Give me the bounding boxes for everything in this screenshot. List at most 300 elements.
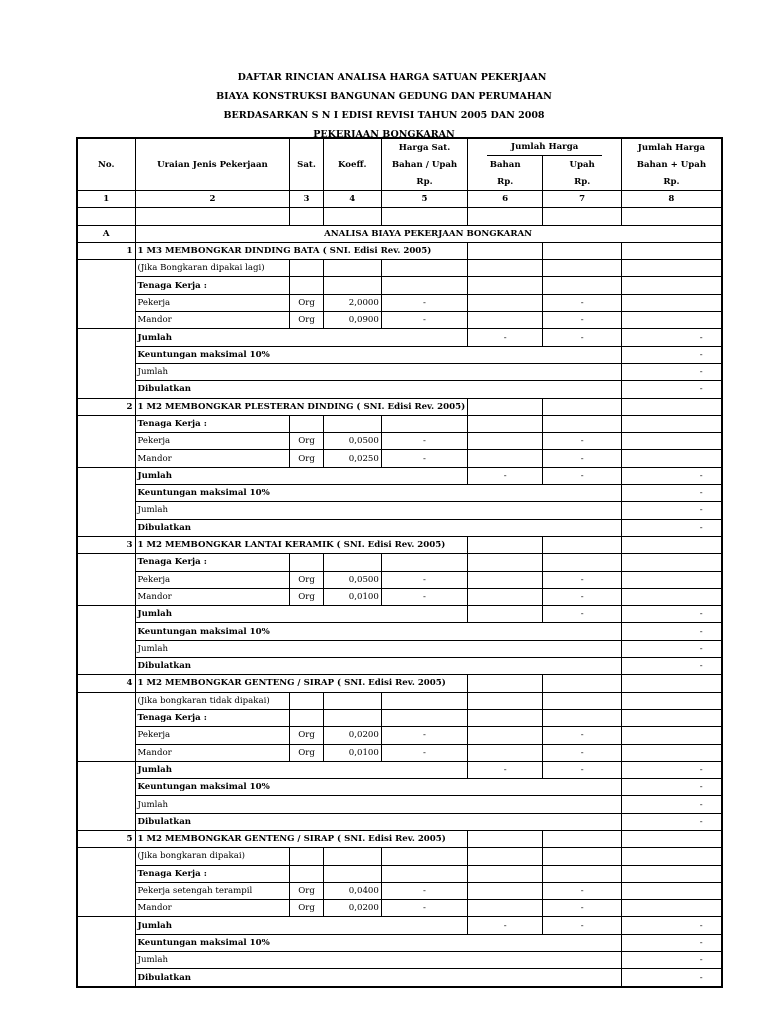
empty-cell: [468, 536, 543, 553]
jumlah-total: -: [622, 606, 722, 623]
empty-cell: [77, 467, 135, 484]
empty-cell: [543, 709, 622, 726]
jumlah-after-profit-row: [77, 640, 722, 657]
worker-name: Mandor: [135, 744, 290, 761]
worker-coefficient: 0,0100: [323, 744, 381, 761]
col-no: No.: [77, 138, 135, 191]
empty-cell: [323, 260, 381, 277]
jumlah-upah: -: [543, 467, 622, 484]
col-upah-rp: Rp.: [543, 173, 622, 191]
column-number: 5: [381, 191, 467, 208]
empty-cell: [77, 969, 135, 987]
worker-total: [622, 727, 722, 744]
empty-cell: [77, 277, 135, 294]
dibulatkan-row: [77, 969, 722, 987]
keuntungan-label: Keuntungan maksimal 10%: [135, 779, 622, 796]
header-row: [77, 138, 722, 156]
worker-unit: Org: [290, 294, 323, 311]
item-note-row: [77, 260, 722, 277]
empty-cell: [323, 554, 381, 571]
worker-price: -: [381, 882, 467, 899]
worker-coefficient: 2,0000: [323, 294, 381, 311]
col-harga-sat-rp: Rp.: [381, 173, 467, 191]
empty-cell: [77, 658, 135, 675]
item-title: 1 M2 MEMBONGKAR LANTAI KERAMIK ( SNI. Edisi Rev. 2005): [135, 536, 468, 553]
empty-cell: [468, 675, 543, 692]
empty-cell: [77, 934, 135, 951]
worker-price: -: [381, 900, 467, 917]
empty-cell: [77, 692, 135, 709]
empty-cell: [468, 865, 543, 882]
worker-unit: Org: [290, 744, 323, 761]
worker-name: Mandor: [135, 588, 290, 605]
worker-unit: Org: [290, 312, 323, 329]
worker-price: -: [381, 744, 467, 761]
col-jumlah-harga-label: Jumlah Harga: [487, 139, 602, 156]
empty-cell: [543, 830, 622, 847]
item-title-row: [77, 242, 722, 259]
empty-cell: [77, 640, 135, 657]
worker-unit: Org: [290, 882, 323, 899]
col-total-rp: Rp.: [622, 173, 722, 191]
empty-cell: [77, 882, 135, 899]
empty-cell: [77, 346, 135, 363]
empty-cell: [77, 952, 135, 969]
worker-total: [622, 294, 722, 311]
worker-upah: -: [543, 571, 622, 588]
keuntungan-total: -: [622, 346, 722, 363]
jumlah-label: Jumlah: [135, 606, 468, 623]
worker-upah: -: [543, 882, 622, 899]
empty-cell: [468, 709, 543, 726]
empty-cell: [77, 761, 135, 778]
jumlah-label: Jumlah: [135, 952, 622, 969]
tenaga-kerja-row: [77, 709, 722, 726]
dibulatkan-row: [77, 658, 722, 675]
worker-name: Pekerja: [135, 294, 290, 311]
jumlah-after-profit-row: [77, 363, 722, 380]
empty-cell: [543, 865, 622, 882]
empty-cell: [290, 848, 323, 865]
jumlah-total: -: [622, 329, 722, 346]
worker-bahan: [468, 294, 543, 311]
col-bahan: Bahan: [468, 156, 543, 173]
item-number: 2: [77, 398, 135, 415]
title-line-1: DAFTAR RINCIAN ANALISA HARGA SATUAN PEKERJAAN: [237, 72, 547, 83]
worker-row: [77, 900, 722, 917]
worker-bahan: [468, 450, 543, 467]
column-number: 8: [622, 191, 722, 208]
empty-cell: [77, 519, 135, 536]
worker-coefficient: 0,0250: [323, 450, 381, 467]
col-total-line2: Bahan + Upah: [622, 156, 722, 173]
empty-cell: [77, 813, 135, 830]
item-title-row: [77, 398, 722, 415]
empty-cell: [381, 415, 467, 432]
dibulatkan-label: Dibulatkan: [135, 519, 622, 536]
worker-row: [77, 294, 722, 311]
worker-bahan: [468, 744, 543, 761]
dibulatkan-total: -: [622, 519, 722, 536]
worker-upah: -: [543, 588, 622, 605]
item-title: 1 M2 MEMBONGKAR PLESTERAN DINDING ( SNI. Edisi Rev. 2005): [135, 398, 468, 415]
empty-cell: [543, 277, 622, 294]
worker-name: Pekerja: [135, 571, 290, 588]
empty-cell: [290, 260, 323, 277]
jumlah-after-profit-row: [77, 796, 722, 813]
jumlah-label: Jumlah: [135, 917, 468, 934]
empty-cell: [381, 709, 467, 726]
empty-cell: [622, 865, 722, 882]
worker-bahan: [468, 588, 543, 605]
jumlah-row: [77, 917, 722, 934]
jumlah-bahan: -: [468, 761, 543, 778]
worker-row: [77, 882, 722, 899]
worker-row: [77, 727, 722, 744]
empty-cell: [323, 692, 381, 709]
item-title-row: [77, 536, 722, 553]
empty-cell: [622, 830, 722, 847]
empty-cell: [77, 208, 135, 225]
empty-cell: [468, 242, 543, 259]
empty-cell: [543, 260, 622, 277]
worker-price: -: [381, 294, 467, 311]
empty-cell: [77, 900, 135, 917]
worker-upah: -: [543, 744, 622, 761]
keuntungan-label: Keuntungan maksimal 10%: [135, 485, 622, 502]
worker-bahan: [468, 727, 543, 744]
keuntungan-row: [77, 779, 722, 796]
item-note: (Jika bongkaran tidak dipakai): [135, 692, 290, 709]
item-note-row: [77, 692, 722, 709]
worker-price: -: [381, 433, 467, 450]
dibulatkan-row: [77, 519, 722, 536]
col-harga-sat-line1: Harga Sat.: [381, 138, 467, 156]
empty-cell: [468, 554, 543, 571]
worker-coefficient: 0,0100: [323, 588, 381, 605]
empty-cell: [543, 242, 622, 259]
empty-cell: [543, 536, 622, 553]
item-title: 1 M2 MEMBONGKAR GENTENG / SIRAP ( SNI. Edisi Rev. 2005): [135, 675, 468, 692]
jumlah-label: Jumlah: [135, 761, 468, 778]
empty-cell: [77, 260, 135, 277]
tenaga-kerja-row: [77, 277, 722, 294]
empty-cell: [622, 277, 722, 294]
empty-cell: [77, 329, 135, 346]
empty-cell: [468, 398, 543, 415]
worker-unit: Org: [290, 900, 323, 917]
worker-unit: Org: [290, 727, 323, 744]
empty-cell: [468, 692, 543, 709]
jumlah-upah: -: [543, 329, 622, 346]
column-number: 6: [468, 191, 543, 208]
item-note: (Jika bongkaran dipakai): [135, 848, 290, 865]
tenaga-kerja-row: [77, 415, 722, 432]
empty-cell: [77, 294, 135, 311]
item-note: (Jika Bongkaran dipakai lagi): [135, 260, 290, 277]
empty-cell: [323, 415, 381, 432]
empty-cell: [77, 450, 135, 467]
worker-name: Mandor: [135, 312, 290, 329]
empty-cell: [77, 312, 135, 329]
tenaga-kerja-label: Tenaga Kerja :: [135, 554, 290, 571]
empty-cell: [468, 848, 543, 865]
worker-upah: -: [543, 433, 622, 450]
dibulatkan-label: Dibulatkan: [135, 658, 622, 675]
keuntungan-row: [77, 346, 722, 363]
jumlah-total: -: [622, 363, 722, 380]
empty-cell: [323, 208, 381, 225]
empty-cell: [77, 554, 135, 571]
empty-cell: [543, 208, 622, 225]
jumlah-total: -: [622, 761, 722, 778]
jumlah-row: [77, 329, 722, 346]
col-koeff: Koeff.: [323, 138, 381, 191]
empty-cell: [135, 208, 290, 225]
jumlah-row: [77, 467, 722, 484]
worker-row: [77, 433, 722, 450]
empty-cell: [77, 727, 135, 744]
worker-upah: -: [543, 450, 622, 467]
empty-cell: [622, 848, 722, 865]
jumlah-bahan: [468, 606, 543, 623]
keuntungan-label: Keuntungan maksimal 10%: [135, 623, 622, 640]
dibulatkan-total: -: [622, 813, 722, 830]
dibulatkan-total: -: [622, 969, 722, 987]
jumlah-after-profit-row: [77, 952, 722, 969]
empty-cell: [543, 848, 622, 865]
analysis-table: [76, 137, 723, 988]
empty-cell: [77, 502, 135, 519]
empty-cell: [77, 433, 135, 450]
empty-cell: [543, 415, 622, 432]
jumlah-total: -: [622, 796, 722, 813]
jumlah-bahan: -: [468, 329, 543, 346]
worker-upah: -: [543, 900, 622, 917]
empty-cell: [622, 554, 722, 571]
keuntungan-row: [77, 485, 722, 502]
col-jumlah-harga: [468, 138, 622, 156]
empty-cell: [468, 260, 543, 277]
jumlah-total: -: [622, 917, 722, 934]
jumlah-upah: -: [543, 761, 622, 778]
keuntungan-label: Keuntungan maksimal 10%: [135, 346, 622, 363]
jumlah-total: -: [622, 467, 722, 484]
keuntungan-label: Keuntungan maksimal 10%: [135, 934, 622, 951]
empty-cell: [323, 277, 381, 294]
empty-cell: [290, 415, 323, 432]
column-number: 2: [135, 191, 290, 208]
column-number: 4: [323, 191, 381, 208]
empty-cell: [77, 848, 135, 865]
jumlah-after-profit-row: [77, 502, 722, 519]
empty-cell: [77, 606, 135, 623]
empty-cell: [622, 242, 722, 259]
worker-total: [622, 882, 722, 899]
empty-cell: [381, 554, 467, 571]
empty-cell: [543, 398, 622, 415]
worker-unit: Org: [290, 588, 323, 605]
worker-total: [622, 744, 722, 761]
worker-price: -: [381, 312, 467, 329]
empty-cell: [622, 415, 722, 432]
worker-upah: -: [543, 727, 622, 744]
worker-bahan: [468, 882, 543, 899]
item-number: 1: [77, 242, 135, 259]
empty-cell: [77, 917, 135, 934]
item-title-row: [77, 830, 722, 847]
jumlah-upah: -: [543, 606, 622, 623]
worker-upah: -: [543, 312, 622, 329]
empty-cell: [468, 415, 543, 432]
empty-cell: [290, 277, 323, 294]
worker-price: -: [381, 727, 467, 744]
jumlah-bahan: -: [468, 917, 543, 934]
worker-row: [77, 571, 722, 588]
worker-bahan: [468, 433, 543, 450]
empty-cell: [77, 744, 135, 761]
worker-coefficient: 0,0200: [323, 727, 381, 744]
worker-upah: -: [543, 294, 622, 311]
col-sat: Sat.: [290, 138, 323, 191]
jumlah-label: Jumlah: [135, 502, 622, 519]
worker-coefficient: 0,0900: [323, 312, 381, 329]
empty-cell: [468, 277, 543, 294]
keuntungan-total: -: [622, 934, 722, 951]
worker-name: Pekerja: [135, 433, 290, 450]
tenaga-kerja-label: Tenaga Kerja :: [135, 277, 290, 294]
empty-cell: [77, 363, 135, 380]
worker-coefficient: 0,0200: [323, 900, 381, 917]
dibulatkan-label: Dibulatkan: [135, 813, 622, 830]
worker-price: -: [381, 588, 467, 605]
worker-coefficient: 0,0500: [323, 571, 381, 588]
empty-cell: [381, 260, 467, 277]
worker-total: [622, 312, 722, 329]
keuntungan-row: [77, 623, 722, 640]
worker-total: [622, 588, 722, 605]
worker-total: [622, 433, 722, 450]
item-number: 5: [77, 830, 135, 847]
worker-name: Pekerja setengah terampil: [135, 882, 290, 899]
worker-coefficient: 0,0500: [323, 433, 381, 450]
worker-bahan: [468, 571, 543, 588]
empty-cell: [381, 692, 467, 709]
title-line-4: PEKERJAAN BONGKARAN: [313, 129, 455, 140]
jumlah-label: Jumlah: [135, 363, 622, 380]
column-number-row: [77, 191, 722, 208]
empty-cell: [381, 277, 467, 294]
dibulatkan-row: [77, 381, 722, 398]
worker-unit: Org: [290, 450, 323, 467]
empty-cell: [77, 865, 135, 882]
worker-row: [77, 744, 722, 761]
tenaga-kerja-label: Tenaga Kerja :: [135, 415, 290, 432]
dibulatkan-total: -: [622, 381, 722, 398]
document-header: [0, 68, 768, 144]
tenaga-kerja-row: [77, 554, 722, 571]
worker-unit: Org: [290, 433, 323, 450]
worker-price: -: [381, 450, 467, 467]
tenaga-kerja-row: [77, 865, 722, 882]
worker-row: [77, 450, 722, 467]
jumlah-upah: -: [543, 917, 622, 934]
dibulatkan-label: Dibulatkan: [135, 381, 622, 398]
worker-total: [622, 571, 722, 588]
empty-cell: [381, 865, 467, 882]
item-number: 4: [77, 675, 135, 692]
col-total-line1: Jumlah Harga: [622, 138, 722, 156]
empty-cell: [77, 381, 135, 398]
empty-cell: [290, 709, 323, 726]
item-title-row: [77, 675, 722, 692]
empty-cell: [77, 571, 135, 588]
empty-cell: [622, 675, 722, 692]
dibulatkan-total: -: [622, 658, 722, 675]
empty-cell: [468, 208, 543, 225]
item-number: 3: [77, 536, 135, 553]
worker-unit: Org: [290, 571, 323, 588]
jumlah-label: Jumlah: [135, 329, 468, 346]
item-title: 1 M3 MEMBONGKAR DINDING BATA ( SNI. Edisi Rev. 2005): [135, 242, 468, 259]
jumlah-total: -: [622, 952, 722, 969]
col-bahan-rp: Rp.: [468, 173, 543, 191]
spacer-row: [77, 208, 722, 225]
jumlah-bahan: -: [468, 467, 543, 484]
tenaga-kerja-label: Tenaga Kerja :: [135, 865, 290, 882]
jumlah-row: [77, 761, 722, 778]
worker-row: [77, 312, 722, 329]
title-line-2: BIAYA KONSTRUKSI BANGUNAN GEDUNG DAN PERUMAHAN: [216, 91, 552, 102]
column-number: 3: [290, 191, 323, 208]
item-note-row: [77, 848, 722, 865]
dibulatkan-row: [77, 813, 722, 830]
empty-cell: [622, 208, 722, 225]
empty-cell: [77, 709, 135, 726]
item-title: 1 M2 MEMBONGKAR GENTENG / SIRAP ( SNI. Edisi Rev. 2005): [135, 830, 468, 847]
keuntungan-total: -: [622, 485, 722, 502]
dibulatkan-label: Dibulatkan: [135, 969, 622, 987]
jumlah-row: [77, 606, 722, 623]
empty-cell: [323, 709, 381, 726]
section-row: [77, 225, 722, 242]
tenaga-kerja-label: Tenaga Kerja :: [135, 709, 290, 726]
section-code: A: [77, 225, 135, 242]
column-number: 1: [77, 191, 135, 208]
empty-cell: [77, 415, 135, 432]
empty-cell: [77, 779, 135, 796]
worker-name: Mandor: [135, 450, 290, 467]
col-uraian: Uraian Jenis Pekerjaan: [135, 138, 290, 191]
empty-cell: [77, 623, 135, 640]
jumlah-label: Jumlah: [135, 796, 622, 813]
empty-cell: [77, 588, 135, 605]
jumlah-label: Jumlah: [135, 640, 622, 657]
section-title: ANALISA BIAYA PEKERJAAN BONGKARAN: [135, 225, 722, 242]
title-line-3: BERDASARKAN S N I EDISI REVISI TAHUN 2005 DAN 2008: [223, 110, 545, 121]
empty-cell: [290, 554, 323, 571]
worker-total: [622, 450, 722, 467]
empty-cell: [323, 865, 381, 882]
empty-cell: [543, 692, 622, 709]
worker-name: Pekerja: [135, 727, 290, 744]
empty-cell: [290, 865, 323, 882]
worker-price: -: [381, 571, 467, 588]
empty-cell: [77, 485, 135, 502]
empty-cell: [323, 848, 381, 865]
keuntungan-row: [77, 934, 722, 951]
empty-cell: [543, 554, 622, 571]
